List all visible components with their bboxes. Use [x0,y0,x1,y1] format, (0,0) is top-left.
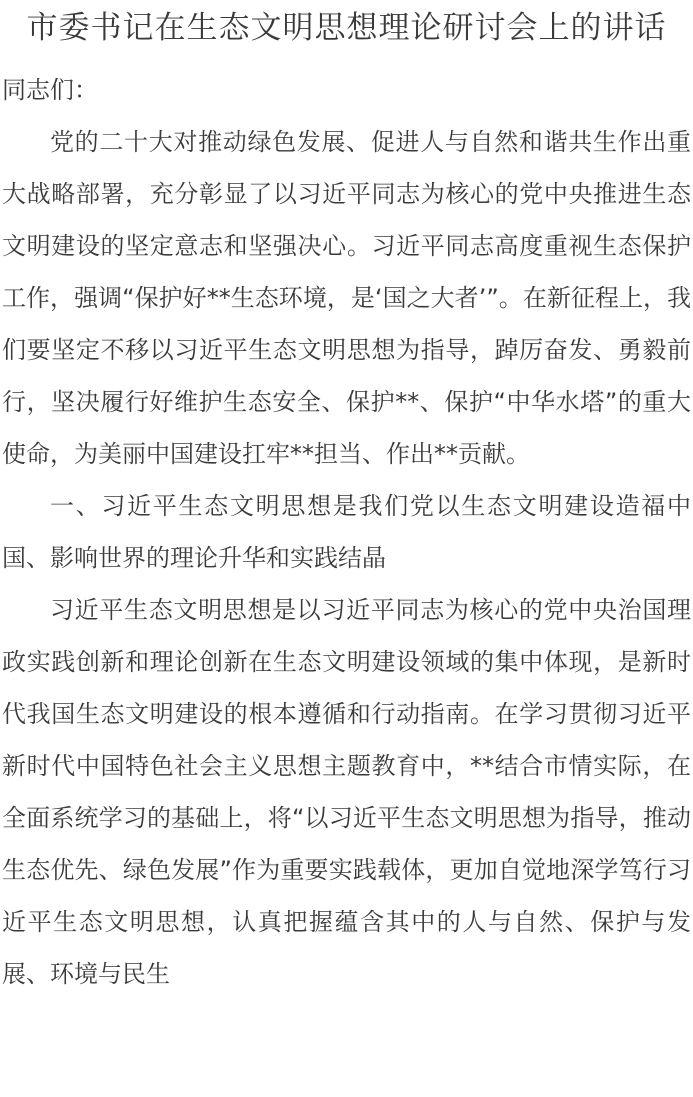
body-paragraph-section-one: 习近平生态文明思想是以习近平同志为核心的党中央治国理政实践创新和理论创新在生态文明建设领域的集中体现，是新时代我国生态文明建设的根本遵循和行动指南。在学习贯彻习近平新时代中国特色社会主义思想主题教育中，**结合市情实际，在全面系统学习的基础上，将“以习近平生态文明思想为指导，推动生态优先、绿色发展”作为重要实践载体，更加自觉地深学笃行习近平生态文明思想，认真把握蕴含其中的人与自然、保护与发展、环境与民生 [2,596,691,988]
section-heading-one: 一、习近平生态文明思想是我们党以生态文明建设造福中国、影响世界的理论升华和实践结晶 [2,492,691,572]
salutation: 同志们： [2,76,98,104]
body-paragraph-intro: 党的二十大对推动绿色发展、促进人与自然和谐共生作出重大战略部署，充分彰显了以习近平同志为核心的党中央推进生态文明建设的坚定意志和坚强决心。习近平同志高度重视生态保护工作，强调“保护好**生态环境，是‘国之大者’”。在新征程上，我们要坚定不移以习近平生态文明思想为指导，踔厉奋发、勇毅前行，坚决履行好维护生态安全、保护**、保护“中华水塔”的重大使命，为美丽中国建设扛牢**担当、作出**贡献。 [2,128,691,468]
document-title: 市委书记在生态文明思想理论研讨会上的讲话 [26,10,667,46]
